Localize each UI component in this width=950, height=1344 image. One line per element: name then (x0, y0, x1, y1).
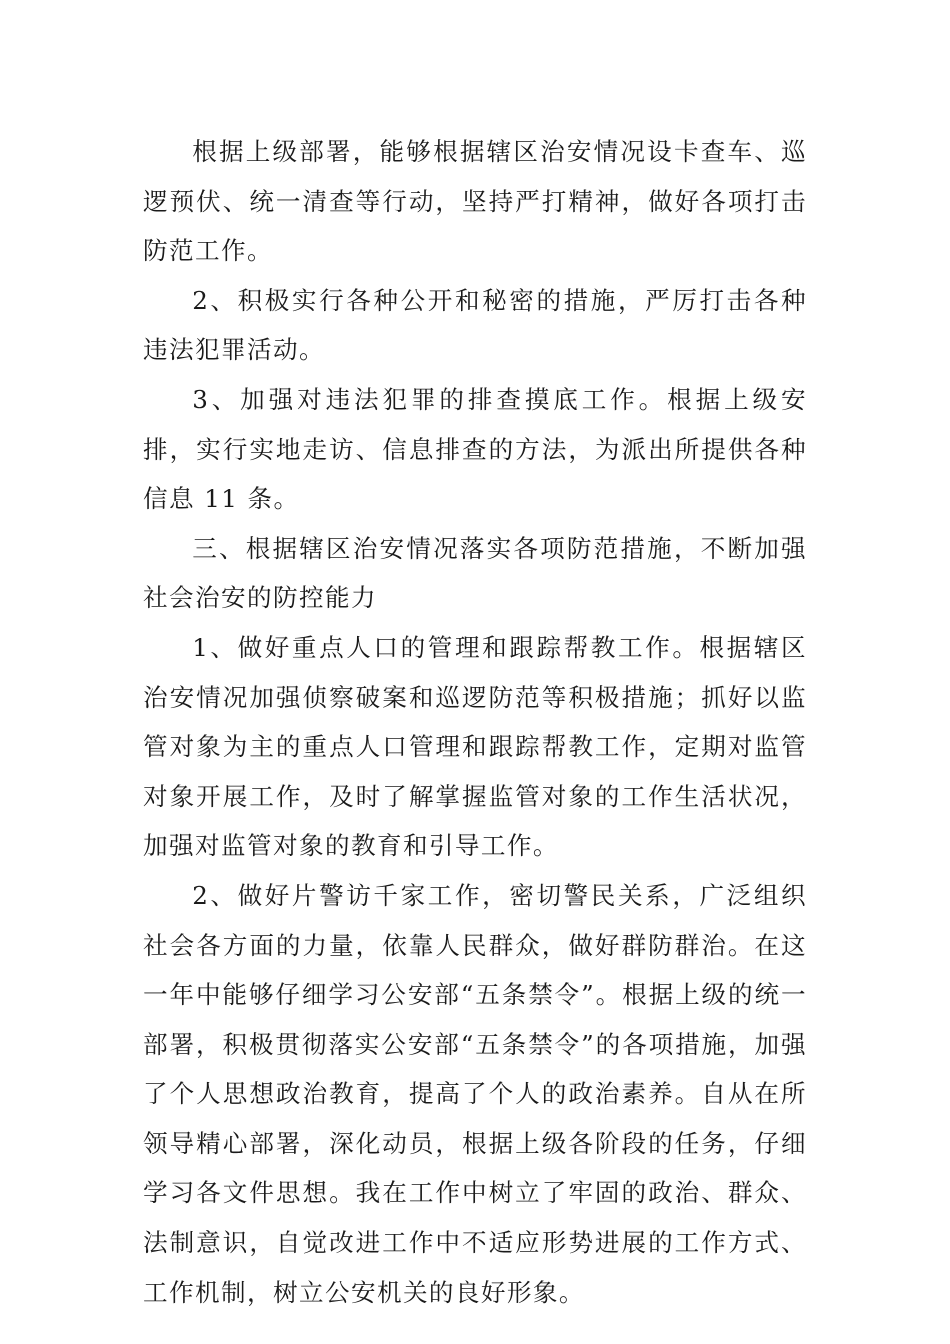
paragraph-item-2-measures: 2、积极实行各种公开和秘密的措施，严厉打击各种违法犯罪活动。 (143, 285, 807, 365)
paragraph-enforcement-actions: 根据上级部署，能够根据辖区治安情况设卡查车、巡逻预伏、统一清查等行动，坚持严打精神，做好各项打击防范工作。 (143, 137, 807, 266)
paragraph-item-3-investigation: 3、加强对违法犯罪的排查摸底工作。根据上级安排，实行实地走访、信息排查的方法，为派出所提供各种信息 11 条。 (143, 384, 807, 514)
section-heading-three: 三、根据辖区治安情况落实各项防范措施，不断加强社会治安的防控能力 (143, 533, 807, 613)
paragraph-item-1-key-population: 1、做好重点人口的管理和跟踪帮教工作。根据辖区治安情况加强侦察破案和巡逻防范等积极措施；抓好以监管对象为主的重点人口管理和跟踪帮教工作，定期对监管对象开展工作，及时了解掌握监管对象的工作生活状况，加强对监管对象的教育和引导工作。 (143, 632, 807, 861)
document-body (143, 127, 807, 1317)
paragraph-item-2-community-work: 2、做好片警访千家工作，密切警民关系，广泛组织社会各方面的力量，依靠人民群众，做好群防群治。在这一年中能够仔细学习公安部“五条禁令”。根据上级的统一部署，积极贯彻落实公安部“五条禁令”的各项措施，加强了个人思想政治教育，提高了个人的政治素养。自从在所领导精心部署，深化动员，根据上级各阶段的任务，仔细学习各文件思想。我在工作中树立了牢固的政治、群众、法制意识，自觉改进工作中不适应形势进展的工作方式、工作机制，树立公安机关的良好形象。 (143, 880, 807, 1307)
